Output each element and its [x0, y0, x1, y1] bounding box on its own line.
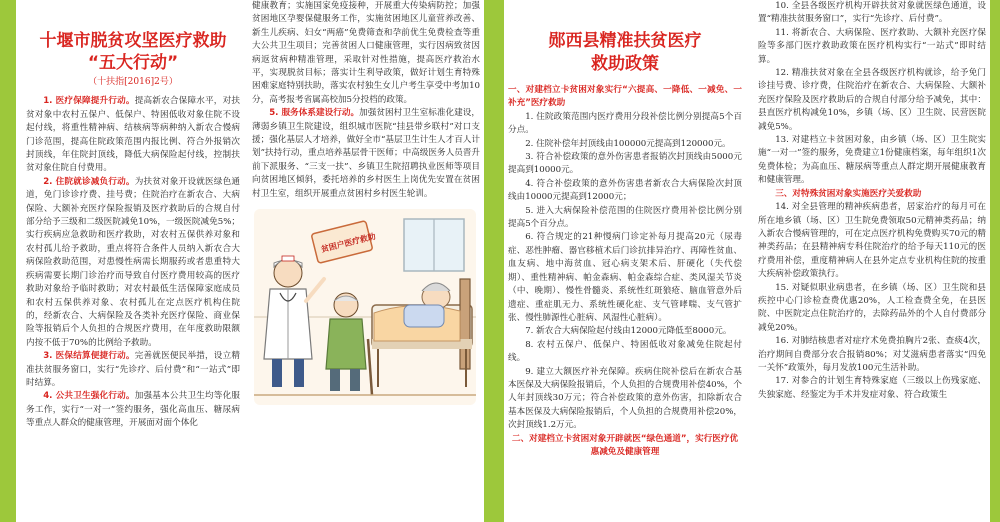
right-title-line1: 郧西县精准扶贫医疗 — [548, 31, 702, 51]
right-title-line2: 救助政策 — [591, 54, 659, 74]
policy-section-3-heading: 三、对特殊贫困对象实施医疗关爱救助 — [775, 188, 922, 199]
policy-item-11: 11. 将新农合、大病保险、医疗救助、大额补充医疗保险等多部门医疗救助政策在医疗机构实行“一站式”即时结算。 — [758, 27, 986, 65]
left-column-1 — [26, 0, 240, 522]
doctor-visit-illustration — [254, 209, 476, 405]
policy-item-7: 7. 新农合大病保险起付线由12000元降低至8000元。 — [525, 326, 732, 337]
illustration-svg — [254, 209, 476, 405]
doc-reference: （十扶指[2016]2号） — [88, 77, 178, 87]
policy-item-10: 10. 全县各级医疗机构开辟扶贫对象就医绿色通道，设置“精准扶贫服务窗口”，实行“先诊疗、后付费”。 — [758, 1, 986, 25]
left-column-2 — [252, 0, 480, 522]
policy-item-5: 5. 进入大病保险补偿范围的住院医疗费用补偿比例分别提高5个百分点。 — [508, 205, 742, 230]
policy-section-2-heading: 二、对建档立卡贫困对象开辟就医“绿色通道”，实行医疗优惠减免及健康管理 — [511, 433, 739, 457]
action-5: 5. 服务体系建设行动。加强贫困村卫生室标准化建设，薄弱乡镇卫生院建设，组织城市医院“挂县带乡联村”对口支援；强化基层人才培养，做好全市“基层卫生计生人才百人计划”扶持行动，重点培养基层骨干医师；中高级医务人员晋升前下派服务、“三支一扶”、乡镇卫生院招聘执业医师等项目向贫困地区倾斜，委托培养的乡村医生上岗优先安置在贫困村卫生室，组织开展重点贫困村乡村医生轮训。 — [252, 108, 480, 199]
policy-item-12: 12. 精准扶贫对象在全县各级医疗机构就诊，给予免门诊挂号费、诊疗费，住院治疗在新农合、大病保险、大额补充医疗保险及医疗救助后的合规自付部分给予减免，其中：县直医疗机构减免10%，乡镇（场、区）卫生院、民营医院减免5%。 — [758, 68, 986, 132]
action-3: 3. 医保结算便捷行动。完善就医便民举措，设立精准扶贫服务窗口，实行“先诊疗、后付费”和“一站式”即时结算。 — [26, 351, 240, 388]
policy-item-1: 1. 住院政策范围内医疗费用分段补偿比例分别提高5个百分点。 — [508, 111, 742, 136]
left-title-line2: “五大行动” — [87, 53, 179, 73]
policy-item-4: 4. 符合补偿政策的意外伤害患者新农合大病保险次封顶线由10000元提高到12000元； — [508, 178, 742, 203]
policy-item-6: 6. 符合规定的21种慢病门诊定补每月提高20元（尿毒症、恶性肿瘤、器官移植术后门诊抗排异治疗、再障性贫血、血友病、地中海贫血、冠心病支架术后、肝硬化（失代偿期）、重性精神病、帕金森病、帕金森综合症、类风湿关节炎（中、晚期）、慢性骨髓炎、系统性红斑狼疮、脑血管意外后遗症、重症肌无力、系统性硬化症、支气管哮喘、支气管扩张、慢性肺源性心脏病、风湿性心脏病）。 — [508, 232, 742, 323]
policy-item-3: 3. 符合补偿政策的意外伤害患者报销次封顶线由5000元提高到10000元。 — [508, 152, 742, 176]
action-2: 2. 住院就诊减负行动。为扶贫对象开设就医绿色通道，免门诊诊疗费、挂号费；住院治疗在新农合、大病保险、大额补充医疗保险报销及医疗救助后的合规自付部分给予三级和二级医院减免10%，一级医院减免5%；实行疾病应急救助和医疗救助，对农村五保供养对象和农村孤儿给予救助，重点将符合条件人员纳入新农合大病保险救助范围，对患慢性病需长期服药或者患重特大疾病需要长期门诊治疗而导致自付医疗费用较高的医疗救助对象给予临时救助；对农村最低生活保障家庭成员和农村五保供养对象、农村孤儿在定点医疗机构住院的，经新农合、大病保险及各类补充医疗保险、商业保险等报销后个人负担的合规医疗费用，在年度救助限额内按不低于70%的比例给予救助。 — [26, 176, 240, 348]
action-4-continued: 健康教育；实施国家免疫接种，开展重大传染病防控；加强贫困地区孕婴保健服务工作，实施贫困地区儿童营养改善、新生儿疾病、妇女“两癌”免费筛查和孕前优生免费检查等重大公共卫生项目；完善贫困人口健康管理，实行因病致贫因病返贫病种精准管理，采取针对性措施，提高医疗救治水平，实现脱贫目标；落实计生利导政策，做好计划生育特殊困难家庭特别扶助，落实农村独生女儿户考生享受中考加10分，高考报考省属高校加5分投档的政策。 — [252, 1, 480, 105]
green-border-right — [990, 0, 1000, 522]
policy-item-9: 9. 建立大额医疗补充保障。疾病住院补偿后在新农合基本医保及大病保险报销后，个人负担的合规费用补偿40%，个人年封顶线30万元；符合补偿政策的意外伤害，扣除新农合基本医保及大病保险报销后，个人负担的合规费用补偿20%，次封顶线1.2万元。 — [508, 366, 742, 431]
policy-item-14: 14. 对全县管理的精神疾病患者，居家治疗的每月可在所在地乡镇（场、区）卫生院免费领取50元精神类药品；纳入新农合慢病管理的，可在定点医疗机构免费购买70元的精神类药品；在县精神病专科住院治疗的给予每天110元的医疗费用补偿，重度精神病人在县外定点专业机构住院的按重大疾病补偿政策执行。 — [758, 202, 986, 280]
action-4: 4. 公共卫生强化行动。加强基本公共卫生均等化服务工作，实行“一对一”签约服务，强化高血压、糖尿病等重点人群众的健康管理，开展面对面个体化 — [26, 391, 240, 429]
green-border-middle — [484, 0, 504, 522]
policy-item-15: 15. 对疑似职业病患者，在乡镇（场、区）卫生院和县疾控中心门诊检查费优惠20%，人工检查费全免，在县医院、中医院定点住院治疗的，去除药品外的个人自付费部分减免20%。 — [758, 282, 986, 333]
policy-item-17: 17. 对参合的计划生育特殊家庭（三级以上伤残家庭、失独家庭、经鉴定为手术并发症对象、符合政策生 — [758, 376, 986, 400]
policy-item-8: 8. 农村五保户、低保户、特困低收对象减免住院起付线。 — [508, 339, 742, 364]
right-column-2 — [758, 0, 986, 522]
policy-item-13: 13. 对建档立卡贫困对象，由乡镇（场、区）卫生院实施“一对一”签约服务，免费建立1份健康档案，每年组织1次免费体检；为高血压、糖尿病等重点人群定期开展健康教育和健康管理。 — [758, 135, 986, 186]
policy-item-2: 2. 住院补偿年封顶线由100000元提高到120000元。 — [525, 138, 731, 149]
action-1: 1. 医疗保障提升行动。提高新农合保障水平，对扶贫对象中农村五保户、低保户、特困低收对象住院不设起付线，将重性精神病、结核病等病种纳入新农合慢病门诊范围，提高住院政策范围内报比例、符合外报销次封顶线，年住院封顶线，降低大病保险起付线，控制扶贫对象住院自付费用。 — [26, 96, 240, 174]
left-title-line1: 十堰市脱贫攻坚医疗救助 — [39, 31, 227, 51]
green-border-left — [0, 0, 16, 522]
right-column-1 — [508, 0, 742, 522]
policy-section-1-heading: 一、对建档立卡贫困对象实行“六提高、一降低、一减免、一补充”医疗救助 — [508, 85, 742, 109]
sign-text: 贫困户医疗救助 — [320, 231, 377, 255]
policy-item-16: 16. 对肺结核患者对症疗术免费拍胸片2张、查痰4次，治疗期间自费部分农合报销80%；对艾滋病患者落实“四免一关怀”政策外，每月发放100元生活补助。 — [758, 336, 986, 373]
